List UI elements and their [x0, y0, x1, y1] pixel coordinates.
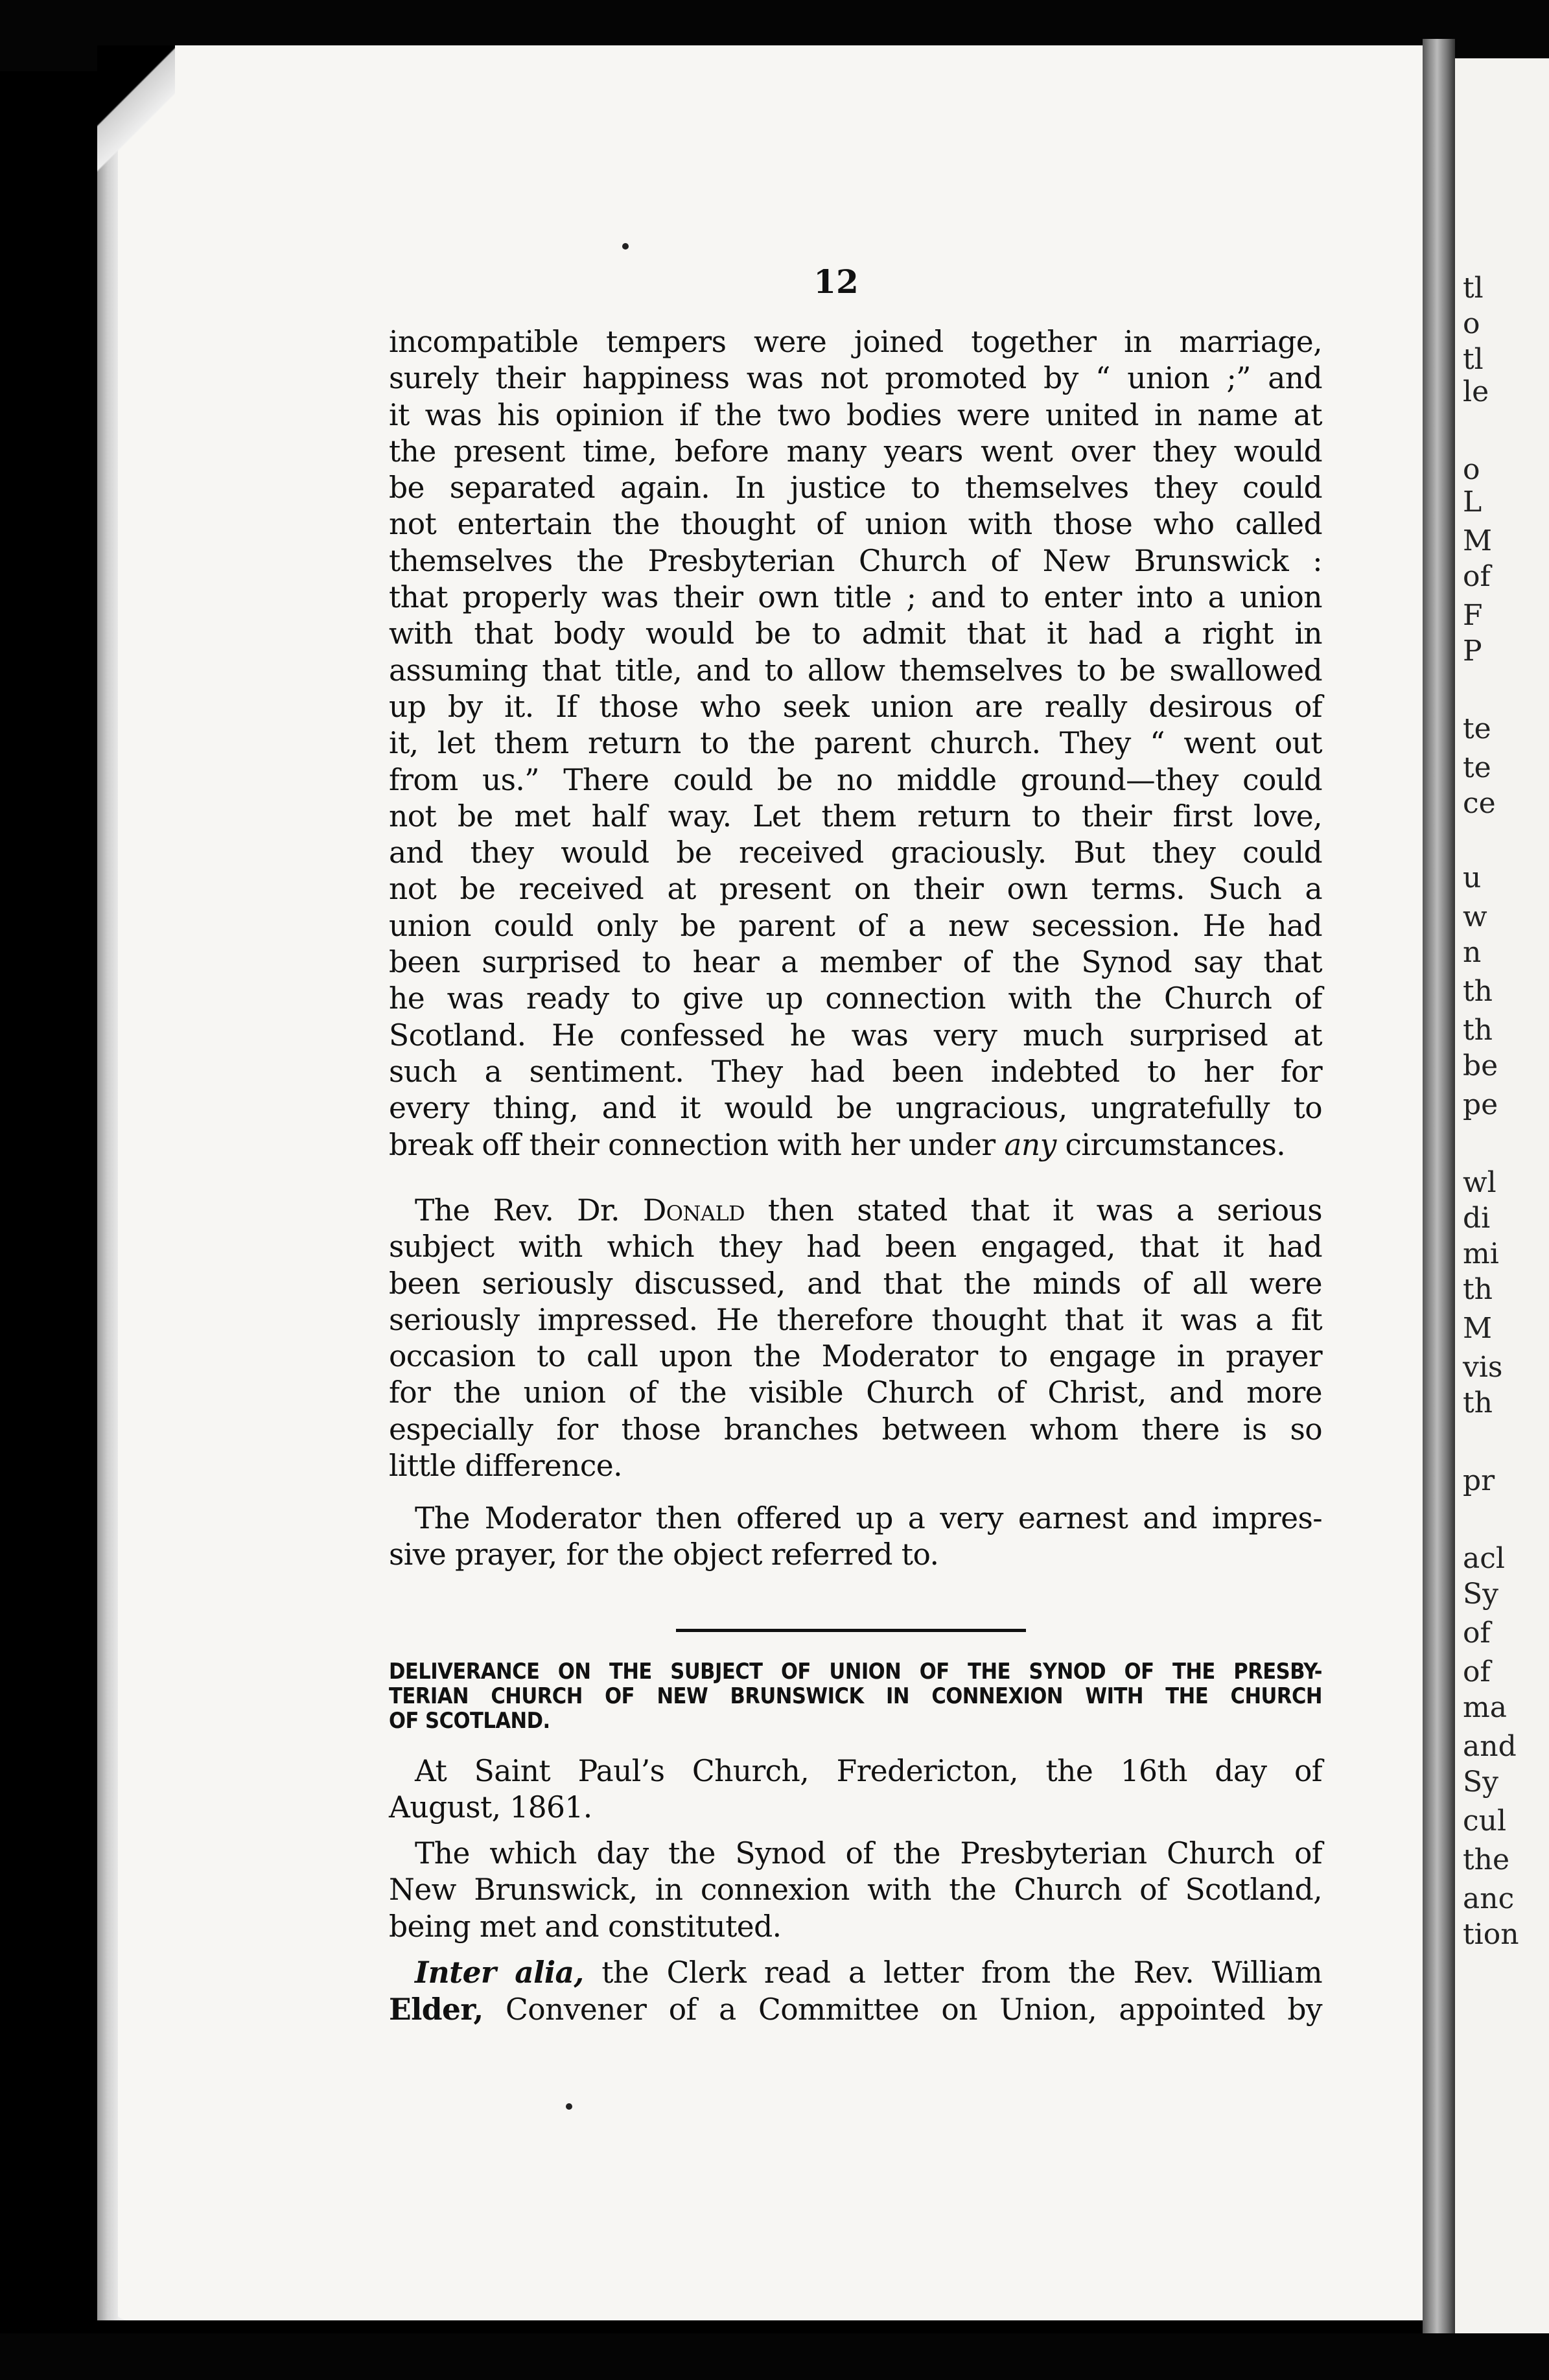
text-line: it, let them return to the parent church. They “ went out [389, 726, 1322, 761]
text-line: being met and constituted. [389, 1909, 782, 1944]
text-line: The Rev. Dr. Donald then stated that it was a serious [415, 1193, 1322, 1228]
adjacent-page-text: di [1463, 1202, 1491, 1235]
adjacent-page-text: pe [1463, 1088, 1498, 1121]
text-line: union could only be parent of a new secession. He had [389, 908, 1322, 943]
adjacent-page-text: F [1463, 599, 1483, 632]
adjacent-page-text: th [1463, 1386, 1493, 1419]
text-line: Elder, Convener of a Committee on Union, appointed by [389, 1992, 1322, 2027]
text-line: New Brunswick, in connexion with the Church of Scotland, [389, 1872, 1322, 1908]
text-line: every thing, and it would be ungracious, ungratefully to [389, 1091, 1322, 1126]
text-line: not be met half way. Let them return to their first love, [389, 799, 1322, 834]
text-line: At Saint Paul’s Church, Fredericton, the 16th day of [415, 1754, 1322, 1788]
adjacent-page-text: Sy [1463, 1578, 1498, 1611]
adjacent-page-text: tion [1463, 1918, 1519, 1951]
adjacent-page-text: M [1463, 524, 1493, 557]
text-line: not be received at present on their own terms. Such a [389, 872, 1322, 907]
text-line: be separated again. In justice to themselves they could [389, 471, 1322, 506]
adjacent-page-text: n [1463, 936, 1482, 969]
text-line: for the union of the visible Church of Christ, and more [389, 1375, 1322, 1410]
adjacent-page-text: le [1463, 375, 1489, 408]
text-line: themselves the Presbyterian Church of New Brunswick : [389, 543, 1322, 578]
text-line: incompatible tempers were joined together in marriage, [389, 325, 1322, 359]
text-line: subject with which they had been engaged, that it had [389, 1230, 1322, 1265]
adjacent-page-text: of [1463, 560, 1491, 593]
heading-line: DELIVERANCE ON THE SUBJECT OF UNION OF THE SYNOD OF THE PRESBY- [389, 1659, 1322, 1685]
adjacent-page-text: vis [1463, 1351, 1503, 1384]
paragraph-5 [389, 1836, 1322, 1945]
adjacent-page-text: mi [1463, 1237, 1499, 1270]
adjacent-page-text: w [1463, 900, 1487, 933]
adjacent-page-text: L [1463, 485, 1482, 519]
paragraph-4 [389, 1753, 1322, 1826]
adjacent-page-text: M [1463, 1312, 1493, 1345]
adjacent-page-text: Sy [1463, 1766, 1498, 1799]
adjacent-page-text: te [1463, 751, 1491, 784]
text-line: especially for those branches between whom there is so [389, 1412, 1322, 1447]
text-line: break off their connection with her under any circumstances. [389, 1127, 1286, 1162]
book-gutter [1423, 39, 1455, 2333]
adjacent-page-text: the [1463, 1843, 1510, 1876]
folded-page-corner [97, 45, 175, 194]
adjacent-page-text: anc [1463, 1882, 1515, 1915]
text-line: surely their happiness was not promoted by “ union ;” and [389, 361, 1322, 396]
scan-bottom-border [0, 2333, 1549, 2380]
text-line: The which day the Synod of the Presbyterian Church of [415, 1836, 1322, 1871]
adjacent-page-text: o [1463, 453, 1480, 486]
adjacent-page-fragment [1455, 58, 1549, 2333]
adjacent-page-text: ma [1463, 1691, 1507, 1724]
adjacent-page-text: P [1463, 635, 1482, 668]
page-number: 12 [813, 262, 859, 301]
ink-speck [622, 243, 629, 250]
adjacent-page-text: wl [1463, 1166, 1497, 1199]
adjacent-page-text: th [1463, 1014, 1493, 1047]
adjacent-page-text: pr [1463, 1464, 1495, 1497]
adjacent-page-text: cul [1463, 1804, 1507, 1838]
page-left-edge [97, 45, 118, 2320]
text-line: he was ready to give up connection with the Church of [389, 981, 1322, 1016]
adjacent-page-text: u [1463, 861, 1482, 894]
adjacent-page-text: te [1463, 712, 1491, 745]
heading-line: OF SCOTLAND. [389, 1708, 550, 1734]
section-divider [676, 1629, 1026, 1632]
text-line: been surprised to hear a member of the Synod say that [389, 945, 1322, 980]
text-line: not entertain the thought of union with those who called [389, 507, 1322, 542]
adjacent-page-text: of [1463, 1616, 1491, 1650]
ink-speck [566, 2103, 572, 2110]
text-line: The Moderator then offered up a very earnest and impres- [415, 1501, 1322, 1535]
adjacent-page-text: of [1463, 1655, 1491, 1688]
adjacent-page-text: and [1463, 1730, 1517, 1763]
adjacent-page-text: ce [1463, 787, 1496, 820]
text-line: up by it. If those who seek union are really desirous of [389, 689, 1322, 724]
text-line: sive prayer, for the object referred to. [389, 1537, 939, 1572]
text-line: occasion to call upon the Moderator to engage in prayer [389, 1339, 1322, 1374]
adjacent-page-text: tl [1463, 343, 1484, 376]
adjacent-page-text: be [1463, 1049, 1498, 1082]
text-line: Inter alia, the Clerk read a letter from the Rev. William [415, 1955, 1322, 1990]
text-line: from us.” There could be no middle ground—they could [389, 762, 1322, 797]
adjacent-page-text: tl [1463, 272, 1484, 305]
text-line: such a sentiment. They had been indebted to her for [389, 1054, 1322, 1089]
text-line: been seriously discussed, and that the minds of all were [389, 1266, 1322, 1301]
text-line: with that body would be to admit that it had a right in [389, 616, 1322, 651]
paragraph-3 [389, 1500, 1322, 1574]
text-line: little difference. [389, 1449, 622, 1484]
adjacent-page-text: o [1463, 307, 1480, 340]
adjacent-page-text: th [1463, 975, 1493, 1008]
text-line: assuming that title, and to allow themselves to be swallowed [389, 653, 1322, 688]
text-line: seriously impressed. He therefore thought that it was a fit [389, 1302, 1322, 1337]
text-line: that properly was their own title ; and to enter into a union [389, 580, 1322, 615]
text-line: it was his opinion if the two bodies were united in name at [389, 397, 1322, 432]
paragraph-2 [389, 1193, 1322, 1484]
adjacent-page-text: acl [1463, 1542, 1505, 1575]
paragraph-6 [389, 1954, 1322, 2029]
heading-line: TERIAN CHURCH OF NEW BRUNSWICK IN CONNEXION WITH THE CHURCH [389, 1683, 1322, 1709]
section-heading [389, 1659, 1322, 1733]
text-line: the present time, before many years went over they would [389, 434, 1322, 469]
text-line: and they would be received graciously. But they could [389, 835, 1322, 870]
adjacent-page-text: th [1463, 1273, 1493, 1306]
paragraph-1 [389, 324, 1322, 1163]
text-line: Scotland. He confessed he was very much surprised at [389, 1018, 1322, 1053]
text-line: August, 1861. [389, 1790, 592, 1825]
